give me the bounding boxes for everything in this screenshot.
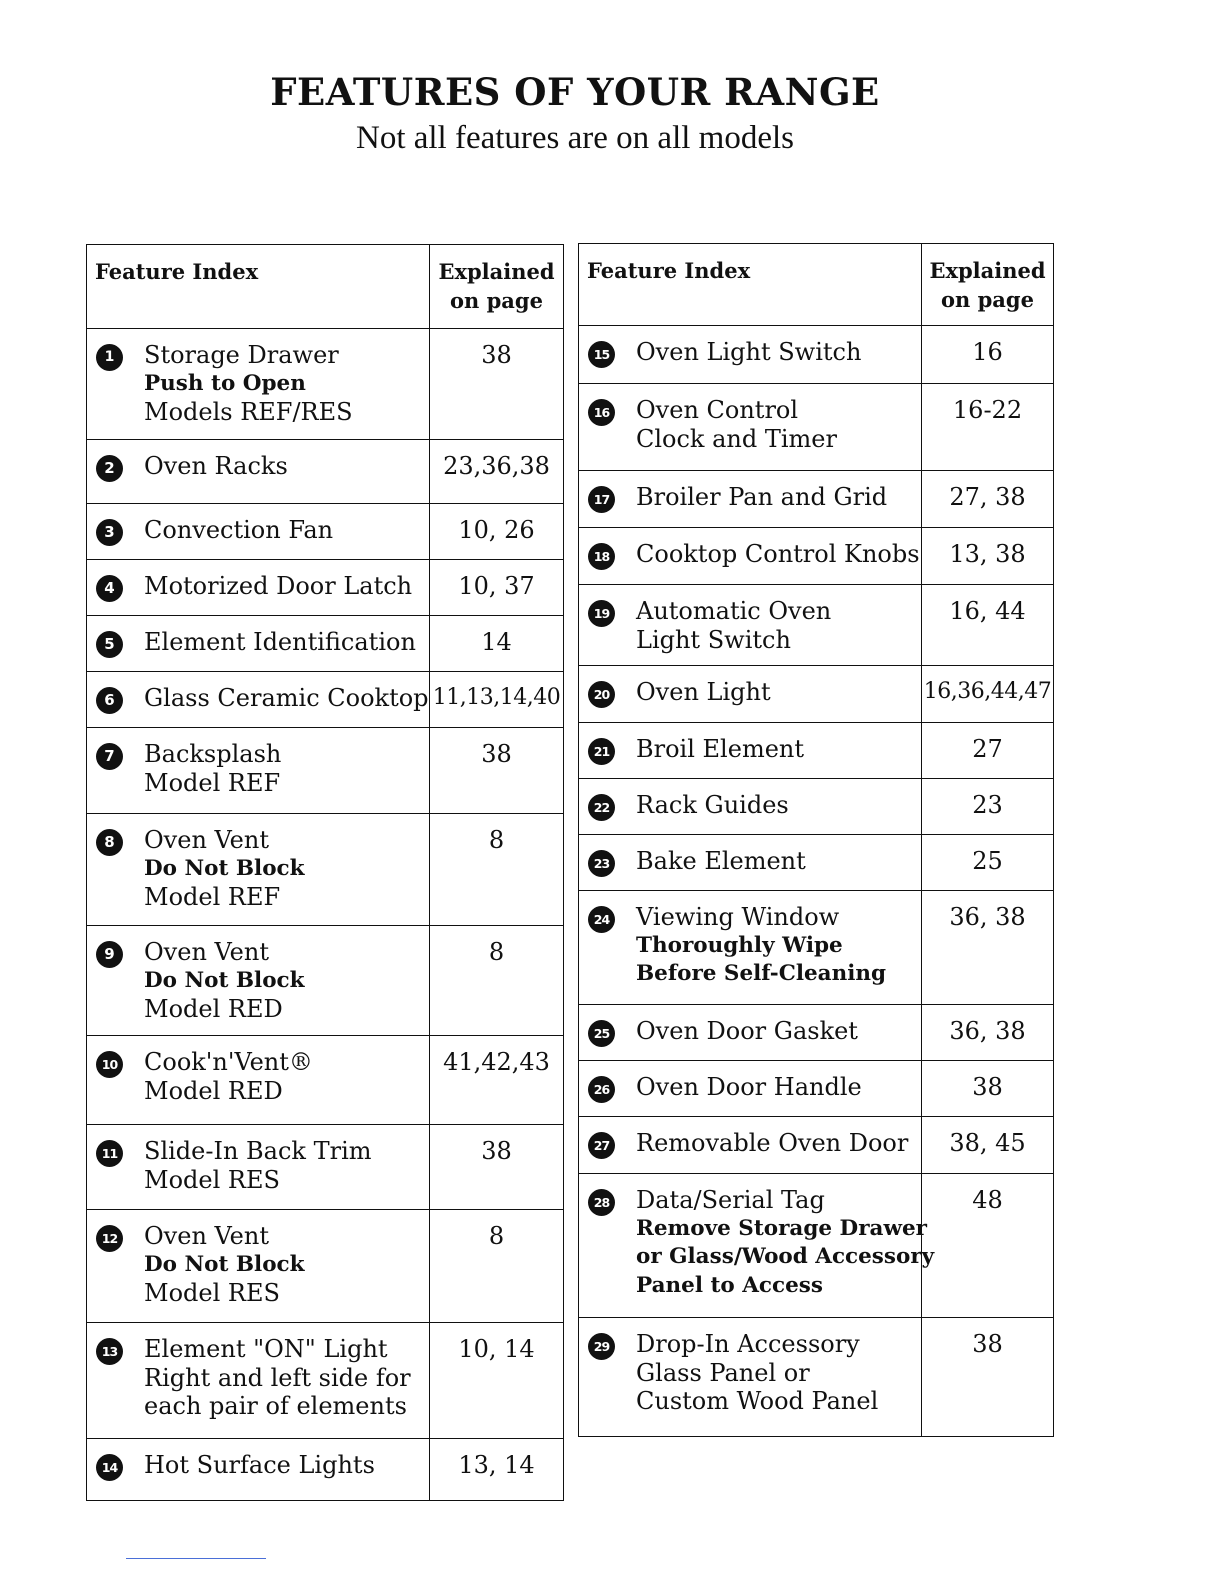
feature-cell (87, 814, 430, 926)
feature-number-badge: 20 (588, 681, 615, 708)
feature-label: Custom Wood Panel (636, 1387, 879, 1415)
feature-number-badge: 10 (96, 1051, 123, 1078)
feature-label: Viewing Window (636, 903, 840, 931)
feature-note: Push to Open (144, 370, 306, 396)
table-row (579, 384, 1054, 471)
feature-index-header: Feature Index (87, 245, 430, 329)
feature-label: Model RED (144, 1076, 283, 1105)
page-title: FEATURES OF YOUR RANGE (270, 70, 880, 114)
table-row (579, 585, 1054, 666)
feature-label: Element Identification (144, 628, 416, 656)
feature-number-badge: 2 (96, 455, 123, 482)
feature-label: Oven Vent (144, 1222, 269, 1250)
table-row (87, 616, 564, 672)
feature-label: Data/Serial Tag (636, 1186, 825, 1214)
feature-cell (579, 723, 922, 779)
page-reference: 41,42,43 (430, 1036, 564, 1125)
header-line: Explained (438, 259, 555, 284)
feature-cell (579, 528, 922, 585)
feature-number-badge: 18 (588, 543, 615, 570)
feature-cell (87, 504, 430, 560)
page-reference: 27, 38 (922, 471, 1054, 528)
feature-table-left (86, 244, 564, 1501)
feature-note: Remove Storage Drawer (636, 1215, 927, 1241)
feature-cell (87, 728, 430, 814)
feature-cell (87, 672, 430, 728)
table-row (87, 1323, 564, 1439)
feature-number-badge: 3 (96, 519, 123, 546)
feature-number-badge: 1 (96, 344, 123, 371)
feature-label: Light Switch (636, 625, 791, 654)
explained-on-page-header (922, 244, 1054, 326)
table-row (579, 471, 1054, 528)
table-row (579, 1318, 1054, 1437)
feature-label: Cook'n'Vent® (144, 1048, 313, 1076)
feature-note: Do Not Block (144, 855, 305, 881)
feature-number-badge: 16 (588, 399, 615, 426)
page-reference: 38 (430, 728, 564, 814)
table-row (87, 329, 564, 440)
page-subtitle: Not all features are on all models (355, 120, 794, 156)
feature-note: Do Not Block (144, 1251, 305, 1277)
feature-label: Broiler Pan and Grid (636, 483, 888, 511)
feature-cell (579, 1318, 922, 1437)
page-reference: 8 (430, 814, 564, 926)
feature-label: Storage Drawer (144, 341, 339, 369)
feature-note: Before Self-Cleaning (636, 961, 887, 986)
table-row (87, 672, 564, 728)
page-reference: 38 (430, 1125, 564, 1210)
feature-number-badge: 9 (96, 941, 123, 968)
table-row (87, 560, 564, 616)
page-reference: 36, 38 (922, 891, 1054, 1005)
feature-note: or Glass/Wood Accessory (636, 1244, 935, 1269)
page-reference: 16,36,44,47 (922, 666, 1054, 723)
feature-label: Glass Ceramic Cooktop (144, 684, 429, 712)
feature-label: Hot Surface Lights (144, 1451, 375, 1479)
table-row (87, 504, 564, 560)
table-row (87, 926, 564, 1036)
page-reference: 13, 38 (922, 528, 1054, 585)
feature-label: Rack Guides (636, 791, 789, 819)
page-reference: 10, 14 (430, 1323, 564, 1439)
feature-label: Automatic Oven (636, 597, 832, 625)
feature-cell (87, 440, 430, 504)
table-row (579, 1174, 1054, 1318)
footer-rule (126, 1558, 266, 1559)
feature-label: Oven Vent (144, 938, 269, 966)
page-reference: 13, 14 (430, 1439, 564, 1501)
table-row (87, 728, 564, 814)
table-row (579, 528, 1054, 585)
feature-number-badge: 8 (96, 829, 123, 856)
feature-label: Model RES (144, 1165, 280, 1194)
table-row (579, 326, 1054, 384)
feature-label: Slide-In Back Trim (144, 1137, 372, 1165)
feature-cell (579, 1061, 922, 1117)
table-row (87, 1210, 564, 1323)
feature-number-badge: 24 (588, 906, 615, 933)
page-reference: 16, 44 (922, 585, 1054, 666)
feature-table-right-body (579, 326, 1054, 1437)
feature-note: Panel to Access (636, 1272, 823, 1298)
feature-number-badge: 22 (588, 794, 615, 821)
feature-number-badge: 23 (588, 850, 615, 877)
feature-cell (87, 1125, 430, 1210)
feature-number-badge: 11 (96, 1140, 123, 1167)
feature-cell (579, 666, 922, 723)
feature-number-badge: 15 (588, 341, 615, 368)
feature-cell (87, 1323, 430, 1439)
feature-number-badge: 7 (96, 743, 123, 770)
feature-cell (579, 1117, 922, 1174)
feature-number-badge: 28 (588, 1189, 615, 1216)
feature-label: Model REF (144, 768, 281, 797)
feature-cell (87, 926, 430, 1036)
feature-label: Oven Vent (144, 826, 269, 854)
feature-label: Cooktop Control Knobs (636, 540, 920, 568)
feature-cell (579, 835, 922, 891)
feature-cell (579, 384, 922, 471)
table-row (87, 1439, 564, 1501)
explained-on-page-header (430, 245, 564, 329)
header-line: on page (941, 287, 1034, 312)
feature-index-header: Feature Index (579, 244, 922, 326)
feature-cell (579, 471, 922, 528)
page-reference: 38 (430, 329, 564, 440)
feature-cell (579, 1174, 935, 1318)
table-header-row (87, 245, 564, 329)
page-reference: 16-22 (922, 384, 1054, 471)
feature-label: Motorized Door Latch (144, 572, 413, 600)
feature-cell (87, 1439, 430, 1501)
feature-label: Backsplash (144, 740, 282, 768)
feature-number-badge: 27 (588, 1132, 615, 1159)
feature-number-badge: 13 (96, 1338, 123, 1365)
feature-label: each pair of elements (144, 1392, 407, 1420)
feature-cell (87, 560, 430, 616)
feature-number-badge: 5 (96, 631, 123, 658)
page-reference: 36, 38 (922, 1005, 1054, 1061)
page-reference: 14 (430, 616, 564, 672)
feature-table-left-body (87, 329, 564, 1501)
page-reference: 48 (922, 1174, 1054, 1318)
feature-cell (87, 1210, 430, 1323)
table-row (579, 1117, 1054, 1174)
table-row (87, 814, 564, 926)
page-reference: 11,13,14,40 (430, 672, 564, 728)
table-row (579, 666, 1054, 723)
feature-number-badge: 21 (588, 738, 615, 765)
feature-number-badge: 25 (588, 1020, 615, 1047)
feature-label: Oven Racks (144, 452, 288, 480)
header-line: Explained (929, 258, 1046, 283)
feature-cell (87, 329, 430, 440)
feature-table-right (578, 243, 1054, 1437)
feature-cell (87, 616, 430, 672)
feature-number-badge: 19 (588, 600, 615, 627)
page-reference: 8 (430, 1210, 564, 1323)
feature-cell (579, 779, 922, 835)
table-row (579, 891, 1054, 1005)
page-reference: 23 (922, 779, 1054, 835)
table-row (579, 723, 1054, 779)
table-header-row (579, 244, 1054, 326)
feature-label: Bake Element (636, 847, 806, 875)
feature-note: Do Not Block (144, 967, 305, 993)
table-row (87, 1036, 564, 1125)
table-row (579, 1061, 1054, 1117)
header-line: on page (450, 288, 543, 313)
page-reference: 23,36,38 (430, 440, 564, 504)
feature-label: Drop-In Accessory (636, 1330, 860, 1358)
feature-label: Oven Door Gasket (636, 1017, 858, 1045)
page-reference: 10, 26 (430, 504, 564, 560)
table-row (87, 1125, 564, 1210)
feature-label: Oven Light Switch (636, 338, 862, 366)
table-row (579, 835, 1054, 891)
feature-cell (579, 891, 922, 1005)
feature-number-badge: 12 (96, 1225, 123, 1252)
page-reference: 38, 45 (922, 1117, 1054, 1174)
page-reference: 27 (922, 723, 1054, 779)
table-row (579, 779, 1054, 835)
page-reference: 16 (922, 326, 1054, 384)
feature-label: Oven Control (636, 396, 799, 424)
feature-label: Model RES (144, 1279, 280, 1307)
feature-label: Removable Oven Door (636, 1129, 909, 1157)
page-reference: 25 (922, 835, 1054, 891)
feature-label: Element "ON" Light (144, 1335, 388, 1363)
page-reference: 38 (922, 1061, 1054, 1117)
feature-label: Model RED (144, 995, 283, 1023)
feature-label: Broil Element (636, 735, 804, 763)
feature-number-badge: 29 (588, 1333, 615, 1360)
feature-number-badge: 14 (96, 1454, 123, 1481)
feature-cell (579, 326, 922, 384)
feature-number-badge: 17 (588, 486, 615, 513)
page-reference: 38 (922, 1318, 1054, 1437)
feature-cell (579, 585, 922, 666)
feature-number-badge: 4 (96, 575, 123, 602)
feature-label: Oven Door Handle (636, 1073, 862, 1101)
feature-label: Glass Panel or (636, 1358, 810, 1387)
feature-label: Convection Fan (144, 516, 334, 544)
feature-number-badge: 6 (96, 687, 123, 714)
feature-label: Right and left side for (144, 1363, 411, 1392)
page-reference: 10, 37 (430, 560, 564, 616)
table-row (87, 440, 564, 504)
feature-label: Oven Light (636, 678, 771, 706)
feature-cell (87, 1036, 430, 1125)
feature-label: Model REF (144, 883, 281, 911)
page-reference: 8 (430, 926, 564, 1036)
table-row (579, 1005, 1054, 1061)
feature-note: Thoroughly Wipe (636, 932, 843, 958)
feature-label: Clock and Timer (636, 424, 837, 453)
feature-label: Models REF/RES (144, 398, 353, 426)
feature-cell (579, 1005, 922, 1061)
feature-number-badge: 26 (588, 1076, 615, 1103)
